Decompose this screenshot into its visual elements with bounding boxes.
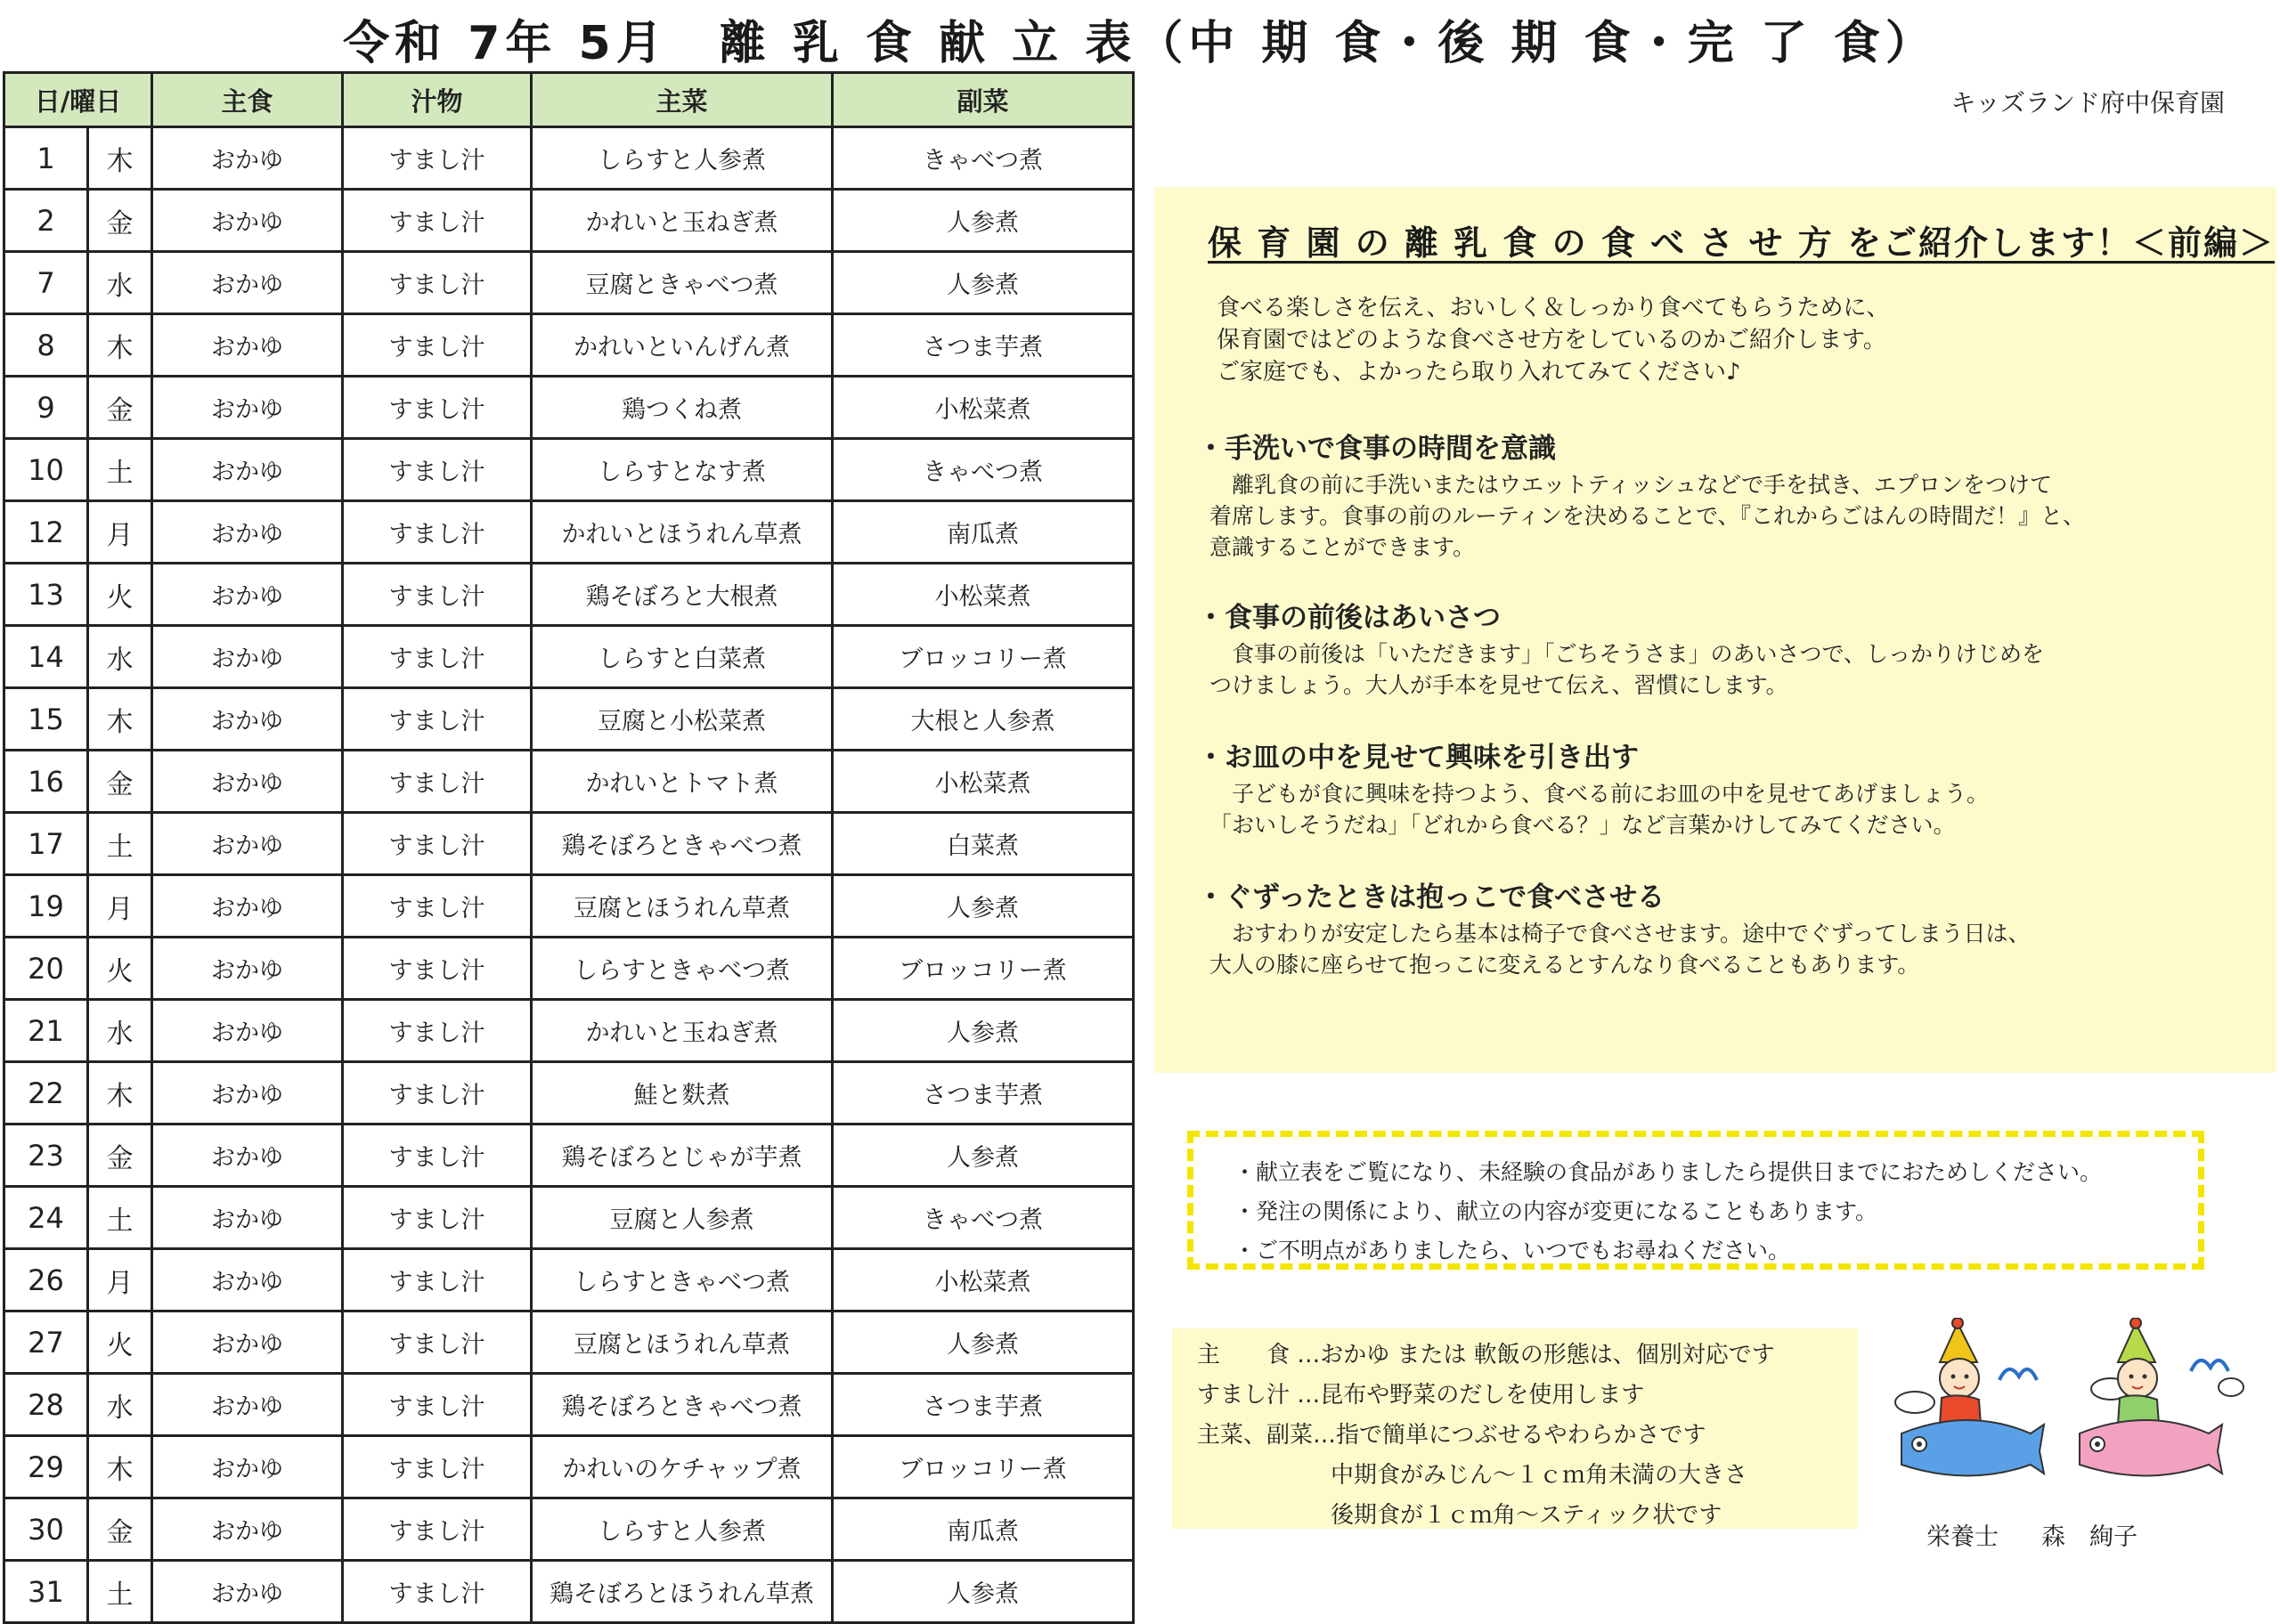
cell-staple: おかゆ <box>152 564 343 626</box>
table-row <box>4 439 1134 501</box>
cell-weekday: 水 <box>88 626 152 688</box>
cell-main-dish: 豆腐と人参煮 <box>532 1187 833 1249</box>
cell-side-dish: 小松菜煮 <box>833 1249 1134 1311</box>
cell-side-dish: 小松菜煮 <box>833 377 1134 439</box>
tip-hold-when-fussy <box>1197 874 2031 980</box>
cell-main-dish: 鶏そぼろとじゃが芋煮 <box>532 1125 833 1187</box>
cell-soup: すまし汁 <box>343 688 532 751</box>
tip-line: 着席します。食事の前のルーティンを決めることで、『これからごはんの時間だ！』と、 <box>1209 503 2086 529</box>
notice-box <box>1187 1131 2204 1270</box>
tip-body <box>1209 778 1989 840</box>
cell-day: 31 <box>4 1561 88 1623</box>
cell-day: 21 <box>4 1000 88 1062</box>
legend-line: 中期食がみじん～１ｃｍ角未満の大きさ <box>1331 1462 1748 1489</box>
cell-side-dish: 大根と人参煮 <box>833 688 1134 751</box>
legend-line: すまし汁 …昆布や野菜のだしを使用します <box>1197 1382 1645 1409</box>
cell-staple: おかゆ <box>152 938 343 1000</box>
cell-day: 14 <box>4 626 88 688</box>
cell-weekday: 月 <box>88 875 152 938</box>
notice-line: ・ご不明点がありましたら、いつでもお尋ねください。 <box>1234 1238 1791 1263</box>
cell-weekday: 金 <box>88 1498 152 1561</box>
table-row <box>4 377 1134 439</box>
cell-soup: すまし汁 <box>343 1187 532 1249</box>
cell-main-dish: しらすと人参煮 <box>532 127 833 190</box>
intro-line: ご家庭でも、よかったら取り入れてみてください♪ <box>1217 359 1741 386</box>
intro-line: 食べる楽しさを伝え、おいしく＆しっかり食べてもらうために、 <box>1217 295 1890 321</box>
table-row <box>4 1000 1134 1062</box>
table-row <box>4 1436 1134 1498</box>
cell-staple: おかゆ <box>152 501 343 564</box>
cell-main-dish: かれいとトマト煮 <box>532 751 833 813</box>
cell-main-dish: 豆腐と小松菜煮 <box>532 688 833 751</box>
cell-main-dish: かれいと玉ねぎ煮 <box>532 1000 833 1062</box>
children-on-carp-streamers-illustration <box>1888 1318 2244 1508</box>
cell-weekday: 月 <box>88 501 152 564</box>
cell-weekday: 木 <box>88 1436 152 1498</box>
cell-soup: すまし汁 <box>343 501 532 564</box>
cell-staple: おかゆ <box>152 127 343 190</box>
header-soup: 汁物 <box>343 73 532 127</box>
cell-main-dish: 鶏そぼろとほうれん草煮 <box>532 1561 833 1623</box>
legend-line: 主 食 …おかゆ または 軟飯の形態は、個別対応です <box>1197 1342 1775 1368</box>
table-row <box>4 1062 1134 1125</box>
dietitian-signature <box>1926 1517 2138 1552</box>
header-main-dish: 主菜 <box>532 73 833 127</box>
tip-line: 大人の膝に座らせて抱っこに変えるとすんなり食べることもあります。 <box>1209 952 1920 978</box>
table-row <box>4 688 1134 751</box>
tip-line: 食事の前後は「いただきます」「ごちそうさま」のあいさつで、しっかりけじめを <box>1209 641 2045 667</box>
menu-table <box>3 71 1135 1624</box>
cell-main-dish: 豆腐とほうれん草煮 <box>532 1311 833 1374</box>
cell-staple: おかゆ <box>152 1311 343 1374</box>
cell-day: 19 <box>4 875 88 938</box>
cell-soup: すまし汁 <box>343 751 532 813</box>
cell-weekday: 金 <box>88 751 152 813</box>
cell-day: 1 <box>4 127 88 190</box>
cell-soup: すまし汁 <box>343 1311 532 1374</box>
cell-main-dish: 鶏そぼろときゃべつ煮 <box>532 813 833 875</box>
cell-soup: すまし汁 <box>343 1125 532 1187</box>
tip-greetings <box>1197 595 2044 701</box>
cell-day: 15 <box>4 688 88 751</box>
cell-staple: おかゆ <box>152 1000 343 1062</box>
cell-side-dish: 南瓜煮 <box>833 501 1134 564</box>
cell-soup: すまし汁 <box>343 1000 532 1062</box>
cell-soup: すまし汁 <box>343 252 532 314</box>
header-side-dish: 副菜 <box>833 73 1134 127</box>
header-staple: 主食 <box>152 73 343 127</box>
cell-side-dish: 人参煮 <box>833 1000 1134 1062</box>
cell-main-dish: しらすときゃべつ煮 <box>532 1249 833 1311</box>
tip-line: 子どもが食に興味を持つよう、食べる前にお皿の中を見せてあげましょう。 <box>1209 781 1990 807</box>
cell-weekday: 金 <box>88 1125 152 1187</box>
cell-soup: すまし汁 <box>343 875 532 938</box>
header-date-weekday: 日/曜日 <box>4 73 152 127</box>
cell-main-dish: かれいと玉ねぎ煮 <box>532 190 833 252</box>
cell-staple: おかゆ <box>152 875 343 938</box>
cell-main-dish: 豆腐とほうれん草煮 <box>532 875 833 938</box>
cell-weekday: 土 <box>88 813 152 875</box>
cell-day: 7 <box>4 252 88 314</box>
cell-main-dish: かれいとほうれん草煮 <box>532 501 833 564</box>
tip-body <box>1209 918 2031 980</box>
table-row <box>4 252 1134 314</box>
cell-staple: おかゆ <box>152 439 343 501</box>
cell-staple: おかゆ <box>152 688 343 751</box>
table-row <box>4 190 1134 252</box>
cell-soup: すまし汁 <box>343 1436 532 1498</box>
cell-day: 10 <box>4 439 88 501</box>
notice-line: ・献立表をご覧になり、未経験の食品がありましたら提供日までにおためしください。 <box>1234 1159 2103 1185</box>
feeding-tips-box <box>1154 187 2276 1073</box>
cell-weekday: 月 <box>88 1249 152 1311</box>
cell-weekday: 水 <box>88 252 152 314</box>
cell-side-dish: さつま芋煮 <box>833 1374 1134 1436</box>
nursery-name: キッズランド府中保育園 <box>1950 88 2225 118</box>
cell-staple: おかゆ <box>152 1062 343 1125</box>
cell-weekday: 木 <box>88 314 152 377</box>
cell-side-dish: 小松菜煮 <box>833 751 1134 813</box>
tip-body <box>1209 638 2044 701</box>
cell-side-dish: 白菜煮 <box>833 813 1134 875</box>
cell-staple: おかゆ <box>152 1436 343 1498</box>
cell-main-dish: しらすときゃべつ煮 <box>532 938 833 1000</box>
tip-title: ・ぐずったときは抱っこで食べさせる <box>1197 881 1665 914</box>
tip-title: ・食事の前後はあいさつ <box>1197 602 1501 634</box>
legend-line: 主菜、副菜…指で簡単につぶせるやわらかさです <box>1197 1422 1706 1449</box>
cell-side-dish: 南瓜煮 <box>833 1498 1134 1561</box>
tip-line: 離乳食の前に手洗いまたはウエットティッシュなどで手を拭き、エプロンをつけて <box>1209 472 2053 498</box>
cell-side-dish: ブロッコリー煮 <box>833 938 1134 1000</box>
cell-soup: すまし汁 <box>343 626 532 688</box>
cell-day: 22 <box>4 1062 88 1125</box>
tip-line: おすわりが安定したら基本は椅子で食べさせます。途中でぐずってしまう日は、 <box>1209 921 2031 946</box>
cell-day: 9 <box>4 377 88 439</box>
cell-staple: おかゆ <box>152 1374 343 1436</box>
cell-soup: すまし汁 <box>343 377 532 439</box>
cell-soup: すまし汁 <box>343 1249 532 1311</box>
cell-day: 13 <box>4 564 88 626</box>
cell-day: 28 <box>4 1374 88 1436</box>
cell-day: 24 <box>4 1187 88 1249</box>
intro-line: 保育園ではどのような食べさせ方をしているのかご紹介します。 <box>1217 327 1886 353</box>
table-row <box>4 314 1134 377</box>
cell-weekday: 火 <box>88 938 152 1000</box>
cell-staple: おかゆ <box>152 626 343 688</box>
cell-side-dish: 小松菜煮 <box>833 564 1134 626</box>
cell-side-dish: さつま芋煮 <box>833 1062 1134 1125</box>
table-row <box>4 127 1134 190</box>
page-title: 令和 7年 5月 離 乳 食 献 立 表（中 期 食・後 期 食・完 了 食） <box>343 17 1937 70</box>
cell-weekday: 木 <box>88 127 152 190</box>
cell-side-dish: 人参煮 <box>833 1561 1134 1623</box>
table-row <box>4 1561 1134 1623</box>
tip-line: 意識することができます。 <box>1209 534 1476 560</box>
cell-staple: おかゆ <box>152 1498 343 1561</box>
cell-main-dish: 鶏そぼろときゃべつ煮 <box>532 1374 833 1436</box>
cell-day: 27 <box>4 1311 88 1374</box>
table-row <box>4 564 1134 626</box>
cell-side-dish: 人参煮 <box>833 252 1134 314</box>
tip-handwashing <box>1197 426 2085 563</box>
cell-weekday: 土 <box>88 1187 152 1249</box>
cell-side-dish: 人参煮 <box>833 1311 1134 1374</box>
table-row <box>4 875 1134 938</box>
cell-weekday: 火 <box>88 1311 152 1374</box>
table-row <box>4 1249 1134 1311</box>
table-header-row <box>4 73 1134 127</box>
cell-side-dish: 人参煮 <box>833 1125 1134 1187</box>
cell-soup: すまし汁 <box>343 127 532 190</box>
table-row <box>4 501 1134 564</box>
cell-side-dish: 人参煮 <box>833 875 1134 938</box>
cell-main-dish: 豆腐ときゃべつ煮 <box>532 252 833 314</box>
cell-side-dish: ブロッコリー煮 <box>833 626 1134 688</box>
cell-soup: すまし汁 <box>343 1498 532 1561</box>
cell-side-dish: きゃべつ煮 <box>833 1187 1134 1249</box>
cell-day: 30 <box>4 1498 88 1561</box>
cell-day: 17 <box>4 813 88 875</box>
cell-main-dish: 鶏つくね煮 <box>532 377 833 439</box>
table-row <box>4 813 1134 875</box>
cell-soup: すまし汁 <box>343 813 532 875</box>
cell-soup: すまし汁 <box>343 1374 532 1436</box>
cell-main-dish: しらすとなす煮 <box>532 439 833 501</box>
table-row <box>4 938 1134 1000</box>
cell-weekday: 水 <box>88 1000 152 1062</box>
food-form-legend <box>1172 1328 1858 1529</box>
cell-weekday: 木 <box>88 1062 152 1125</box>
cell-day: 23 <box>4 1125 88 1187</box>
table-row <box>4 1125 1134 1187</box>
cell-soup: すまし汁 <box>343 1062 532 1125</box>
cell-day: 26 <box>4 1249 88 1311</box>
cell-side-dish: さつま芋煮 <box>833 314 1134 377</box>
cell-staple: おかゆ <box>152 1125 343 1187</box>
menu-table-body <box>4 127 1134 1623</box>
feeding-tips-intro <box>1217 292 1890 388</box>
table-row <box>4 751 1134 813</box>
cell-weekday: 金 <box>88 377 152 439</box>
cell-weekday: 土 <box>88 1561 152 1623</box>
cell-day: 8 <box>4 314 88 377</box>
table-row <box>4 1374 1134 1436</box>
cell-weekday: 火 <box>88 564 152 626</box>
cell-soup: すまし汁 <box>343 314 532 377</box>
tip-line: つけましょう。大人が手本を見せて伝え、習慣にします。 <box>1209 672 1788 698</box>
cell-side-dish: きゃべつ煮 <box>833 127 1134 190</box>
cell-staple: おかゆ <box>152 1187 343 1249</box>
tip-line: 「おいしそうだね」「どれから食べる？」など言葉かけしてみてください。 <box>1209 812 1956 838</box>
table-row <box>4 1187 1134 1249</box>
cell-soup: すまし汁 <box>343 938 532 1000</box>
tip-show-plate <box>1197 735 1989 840</box>
cell-side-dish: ブロッコリー煮 <box>833 1436 1134 1498</box>
cell-main-dish: かれいのケチャップ煮 <box>532 1436 833 1498</box>
cell-day: 2 <box>4 190 88 252</box>
cell-side-dish: 人参煮 <box>833 190 1134 252</box>
cell-day: 12 <box>4 501 88 564</box>
cell-day: 16 <box>4 751 88 813</box>
table-row <box>4 1498 1134 1561</box>
table-row <box>4 626 1134 688</box>
notice-line: ・発注の関係により、献立の内容が変更になることもあります。 <box>1234 1198 1878 1224</box>
tip-title: ・お皿の中を見せて興味を引き出す <box>1197 742 1639 774</box>
cell-main-dish: 鮭と麩煮 <box>532 1062 833 1125</box>
cell-soup: すまし汁 <box>343 190 532 252</box>
cell-staple: おかゆ <box>152 190 343 252</box>
cell-staple: おかゆ <box>152 314 343 377</box>
cell-soup: すまし汁 <box>343 1561 532 1623</box>
cell-staple: おかゆ <box>152 1561 343 1623</box>
cell-staple: おかゆ <box>152 252 343 314</box>
cell-staple: おかゆ <box>152 751 343 813</box>
cell-main-dish: かれいといんげん煮 <box>532 314 833 377</box>
cell-soup: すまし汁 <box>343 439 532 501</box>
cell-weekday: 金 <box>88 190 152 252</box>
tip-body <box>1209 469 2085 563</box>
cell-main-dish: 鶏そぼろと大根煮 <box>532 564 833 626</box>
cell-day: 20 <box>4 938 88 1000</box>
cell-side-dish: きゃべつ煮 <box>833 439 1134 501</box>
cell-main-dish: しらすと人参煮 <box>532 1498 833 1561</box>
signature-role: 栄養士 <box>1926 1523 1999 1551</box>
feeding-tips-heading: 保 育 園 の 離 乳 食 の 食 べ さ せ 方 をご紹介します！＜前編＞ <box>1208 223 2275 263</box>
cell-weekday: 木 <box>88 688 152 751</box>
cell-staple: おかゆ <box>152 813 343 875</box>
cell-weekday: 土 <box>88 439 152 501</box>
cell-day: 29 <box>4 1436 88 1498</box>
tip-title: ・手洗いで食事の時間を意識 <box>1197 433 1556 465</box>
cell-soup: すまし汁 <box>343 564 532 626</box>
cell-weekday: 水 <box>88 1374 152 1436</box>
table-row <box>4 1311 1134 1374</box>
cell-staple: おかゆ <box>152 377 343 439</box>
cell-main-dish: しらすと白菜煮 <box>532 626 833 688</box>
legend-line: 後期食が１ｃｍ角～スティック状です <box>1331 1502 1722 1529</box>
cell-staple: おかゆ <box>152 1249 343 1311</box>
signature-name: 森 絢子 <box>2041 1523 2138 1551</box>
